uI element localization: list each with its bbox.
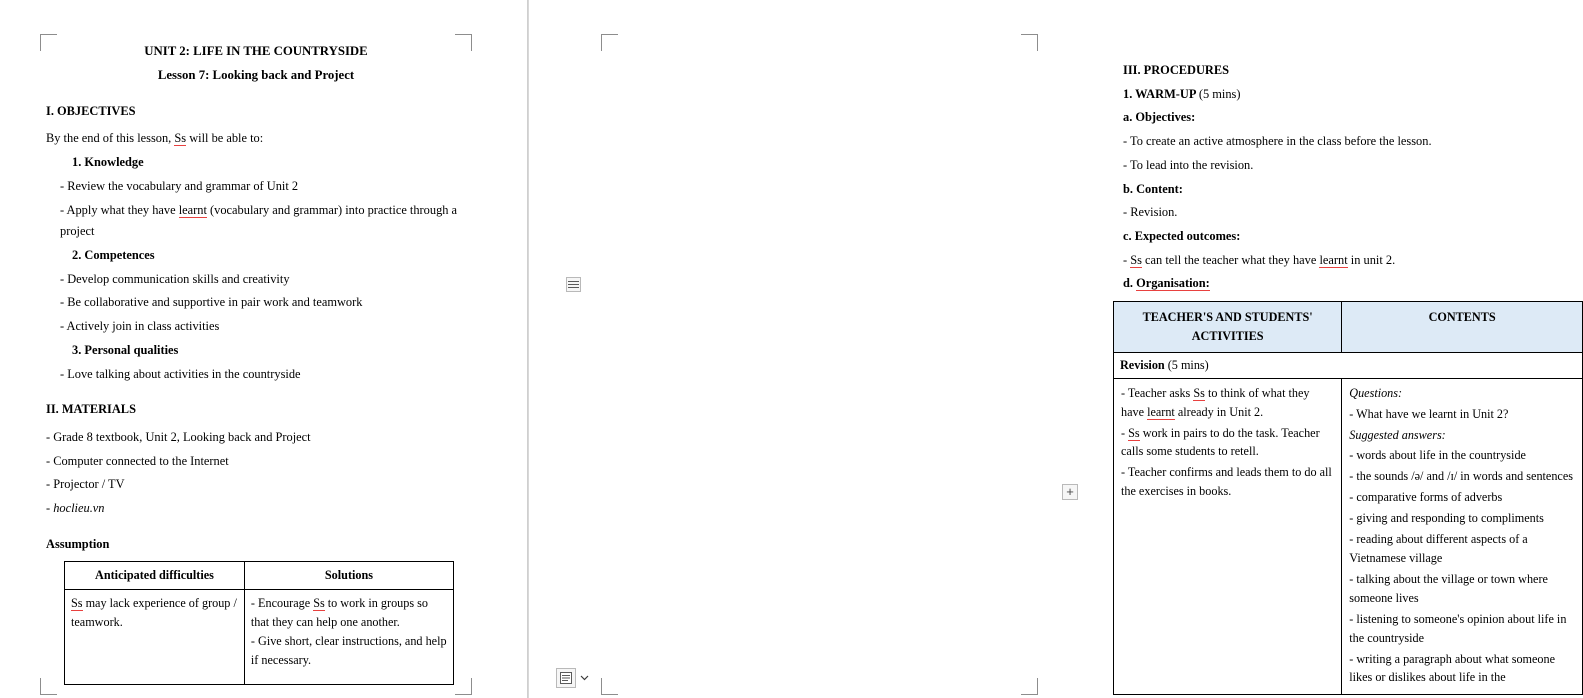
page-left xyxy=(0,0,528,698)
activity-item xyxy=(1121,384,1334,422)
solution-line-1 xyxy=(251,594,447,632)
list-item: - Love talking about activities in the countryside xyxy=(60,366,301,381)
activity-0-mid: to think of what they have xyxy=(1121,385,1310,419)
table-row-revision xyxy=(1114,352,1583,378)
doc-title-line2: Lesson 7: Looking back and Project xyxy=(157,68,355,83)
objectives-intro-b: will be able to: xyxy=(186,131,264,146)
warmup-label: 1. WARM-UP xyxy=(1123,86,1196,101)
spell-ss: Ss xyxy=(313,596,325,611)
procedures-table xyxy=(1113,301,1583,695)
crop-mark xyxy=(601,678,618,695)
list-item: - Develop communication skills and creativity xyxy=(60,271,290,286)
cell-difficulty-text: may lack experience of group / teamwork. xyxy=(71,596,237,630)
revision-label: Revision xyxy=(1120,357,1165,372)
list-item-outcomes xyxy=(1123,250,1583,272)
table-move-handle-icon[interactable] xyxy=(566,277,581,292)
heading-assumption: Assumption xyxy=(46,536,110,551)
spell-learnt: learnt xyxy=(1319,252,1348,267)
activity-0-post: already in Unit 2. xyxy=(1174,404,1264,419)
contents-item: - reading about different aspects of a Vietnamese village xyxy=(1349,532,1528,565)
column-header-activities-line1: TEACHER'S AND STUDENTS' xyxy=(1142,310,1313,325)
list-item: - Apply what they have learnt (vocabulary and grammar) into practice through a project xyxy=(60,202,458,239)
left-page-content xyxy=(46,40,466,685)
column-header-activities xyxy=(1114,302,1342,353)
objectives-intro xyxy=(46,128,466,150)
warmup-time: (5 mins) xyxy=(1198,86,1241,101)
assumption-table xyxy=(64,561,454,685)
spell-learnt: learnt xyxy=(178,202,207,217)
crop-mark xyxy=(1021,678,1038,695)
crop-mark xyxy=(601,34,618,51)
heading-warmup xyxy=(1123,84,1583,106)
table-header-row xyxy=(65,562,454,590)
spell-ss: Ss xyxy=(1193,385,1205,400)
column-header-difficulties: Anticipated difficulties xyxy=(65,562,245,590)
contents-item: - listening to someone's opinion about life in the countryside xyxy=(1349,611,1567,645)
spell-ss: Ss xyxy=(71,596,83,611)
insert-row-plus-button[interactable]: + xyxy=(1062,484,1078,500)
chevron-down-icon[interactable] xyxy=(578,670,590,686)
list-item: - Projector / TV xyxy=(46,477,125,492)
spell-learnt: learnt xyxy=(1147,404,1175,419)
list-item-italic: - hoclieu.vn xyxy=(46,501,105,516)
spell-ss: Ss xyxy=(1130,252,1142,267)
heading-knowledge: 1. Knowledge xyxy=(72,155,144,170)
heading-competences: 2. Competences xyxy=(72,248,155,262)
revision-time: (5 mins) xyxy=(1167,357,1209,372)
table-row xyxy=(1114,378,1583,695)
heading-objectives: I. OBJECTIVES xyxy=(46,103,136,118)
cell-solution xyxy=(244,590,453,685)
solution-line-1b: to work in groups so that they can help one another. xyxy=(250,596,428,630)
spell-organisation: Organisation: xyxy=(1136,276,1210,291)
list-item: - To lead into the revision. xyxy=(1123,157,1254,172)
contents-question: - What have we learnt in Unit 2? xyxy=(1349,406,1509,421)
table-header-row xyxy=(1114,302,1583,353)
organisation-a: d. xyxy=(1123,276,1137,291)
activity-1-mid: work in pairs to do the task. Teacher calls some students to retell. xyxy=(1121,425,1320,459)
spell-ss: Ss xyxy=(1128,425,1140,440)
activity-item xyxy=(1121,424,1334,462)
activity-item xyxy=(1121,463,1334,501)
contents-item: - comparative forms of adverbs xyxy=(1349,490,1503,505)
contents-item: - writing a paragraph about what someone likes or dislikes about life in the xyxy=(1349,651,1556,685)
doc-title-line1: UNIT 2: LIFE IN THE COUNTRYSIDE xyxy=(144,44,368,58)
cell-activities xyxy=(1114,378,1342,695)
layout-options-icon[interactable] xyxy=(556,668,576,688)
activity-0-pre: - Teacher asks xyxy=(1121,385,1194,400)
column-header-activities-line2: ACTIVITIES xyxy=(1191,328,1264,343)
contents-item: - the sounds /ə/ and /ɪ/ in words and sentences xyxy=(1349,469,1573,484)
column-header-solutions: Solutions xyxy=(244,562,453,590)
outcomes-a: - xyxy=(1123,252,1131,267)
heading-materials: II. MATERIALS xyxy=(46,402,136,417)
objectives-intro-a: By the end of this lesson, xyxy=(46,131,175,146)
solution-line-1a: - Encourage xyxy=(250,596,314,611)
outcomes-b: can tell the teacher what they have xyxy=(1141,252,1320,267)
cell-contents xyxy=(1342,378,1583,695)
contents-item: - giving and responding to compliments xyxy=(1349,511,1544,526)
heading-objectives-a: a. Objectives: xyxy=(1123,110,1196,125)
crop-mark xyxy=(1021,34,1038,51)
list-item: - To create an active atmosphere in the class before the lesson. xyxy=(1123,134,1432,149)
activity-1-pre: - xyxy=(1121,425,1129,440)
list-item: - Be collaborative and supportive in pair work and teamwork xyxy=(60,295,363,310)
spell-ss: Ss xyxy=(174,131,187,146)
list-item: - Computer connected to the Internet xyxy=(46,453,229,468)
layout-options-glyph xyxy=(560,672,572,684)
heading-procedures: III. PROCEDURES xyxy=(1123,63,1230,77)
handle-lines-icon xyxy=(568,279,579,290)
list-item: - Review the vocabulary and grammar of Unit 2 xyxy=(60,178,299,193)
cell-revision xyxy=(1114,352,1583,378)
heading-content-b: b. Content: xyxy=(1123,181,1183,196)
solution-line-2: - Give short, clear instructions, and help if necessary. xyxy=(250,634,447,668)
outcomes-c: in unit 2. xyxy=(1347,252,1396,267)
table-row xyxy=(65,590,454,685)
heading-organisation-d xyxy=(1123,273,1583,295)
contents-item: - talking about the village or town where someone lives xyxy=(1349,571,1548,605)
contents-item: - words about life in the countryside xyxy=(1349,448,1526,463)
activity-2-pre: - Teacher confirms and leads them to do all the exercises in books. xyxy=(1121,465,1332,499)
right-page-content xyxy=(1113,60,1583,695)
contents-questions-label: Questions: xyxy=(1349,385,1403,400)
contents-suggested-label: Suggested answers: xyxy=(1349,427,1446,442)
heading-personal-qualities: 3. Personal qualities xyxy=(72,342,179,357)
column-header-contents: CONTENTS xyxy=(1342,302,1583,353)
chevron-down-glyph xyxy=(580,675,589,681)
cell-difficulty xyxy=(65,590,245,685)
list-item: - Actively join in class activities xyxy=(60,319,220,334)
page-right xyxy=(529,0,1573,698)
heading-outcomes-c: c. Expected outcomes: xyxy=(1123,228,1241,243)
list-item: - Revision. xyxy=(1123,205,1178,220)
list-item: - Grade 8 textbook, Unit 2, Looking back and Project xyxy=(46,429,311,444)
